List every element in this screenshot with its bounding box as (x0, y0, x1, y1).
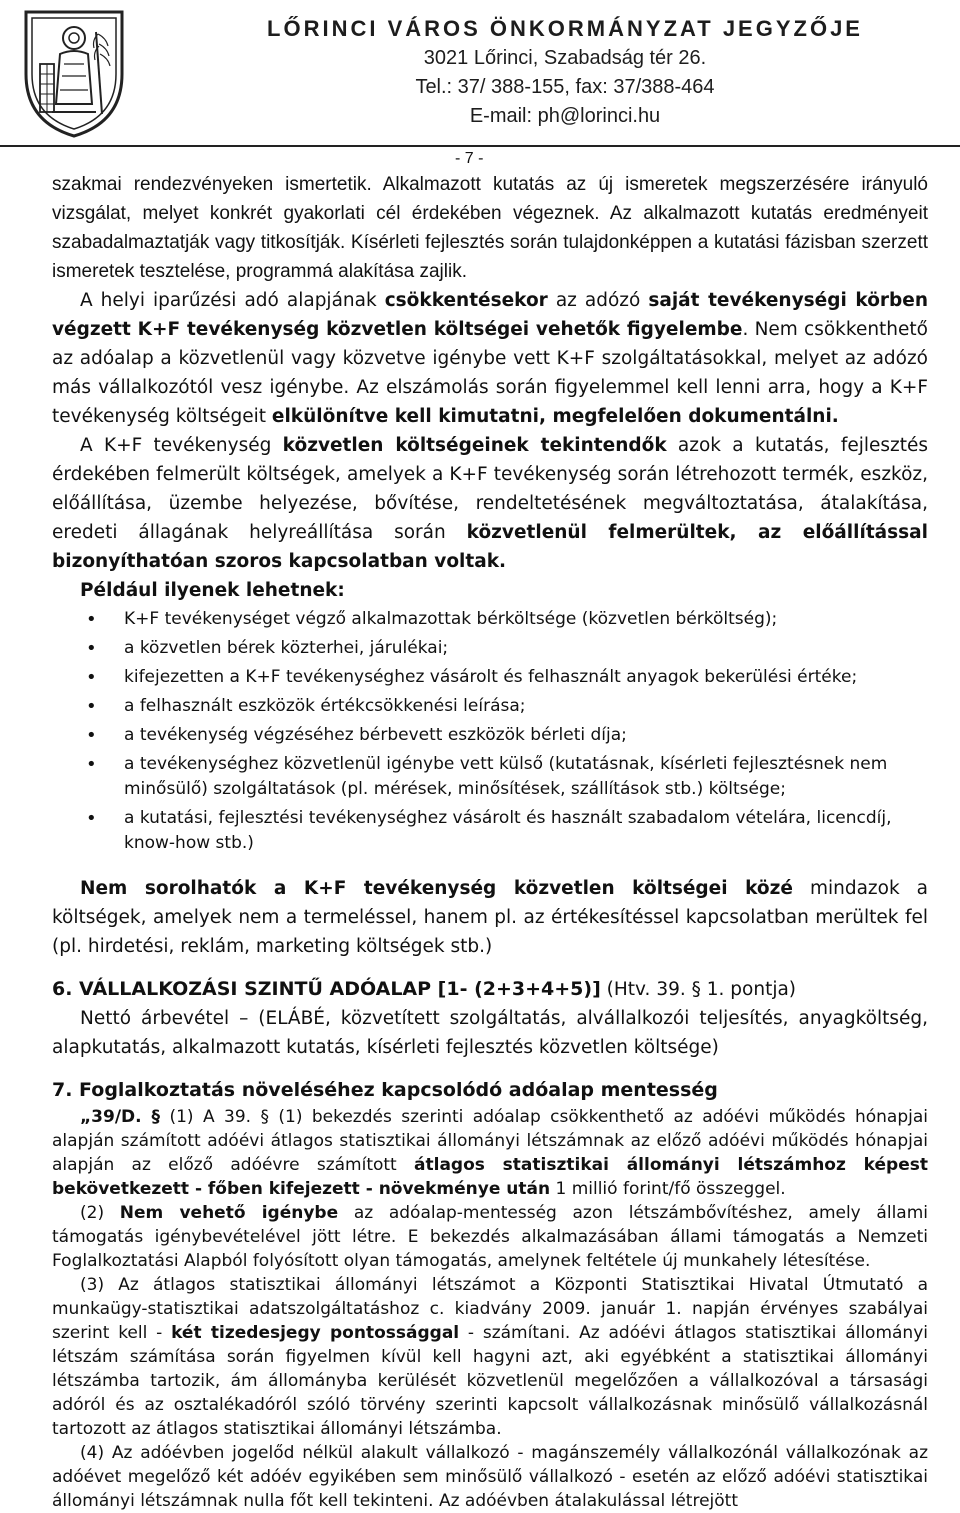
section-7-paragraph-3: (3) Az átlagos statisztikai állományi létszámot a Központi Statisztikai Hivatal Útmutató a munkaügy-statisztikai adatszolgáltatáshoz c. kiadvány 2009. január 1. napján érvényes szabályai szerint kell - két tizedesjegy pontossággal - számítani. Az adóévi átlagos statisztikai állományi létszám számítása során figyelmen kívül kell hagyni azt, aki egyébként a statisztikai állományi létszámba tartozik, ám állományba kerülését közvetlenül megelőzően a vállalkozóval a társasági adóról és az osztalékadóról szóló törvény szerinti kapcsolt vállalkozásnak minősülő vállalkozásnál tartozott az átlagos statisztikai állományi létszámba. (52, 1275, 928, 1439)
section-6-text: Nettó árbevétel – (ELÁBÉ, közvetített szolgáltatás, alvállalkozói teljesítés, anyagköltség, alapkutatás, alkalmazott kutatás, kísérleti fejlesztés közvetlen költsége) (52, 1008, 928, 1058)
header-divider (0, 145, 960, 147)
list-item: • a kutatási, fejlesztési tevékenységhez vásárolt és használt szabadalom vételára, licencdíj, know-how stb.) (52, 806, 928, 856)
letterhead (0, 0, 960, 150)
section-6-heading: 6. VÁLLALKOZÁSI SZINTŰ ADÓALAP [1- (2+3+4+5)] (Htv. 39. § 1. pontja) (52, 978, 797, 1000)
list-heading: Például ilyenek lehetnek: (80, 580, 345, 601)
paragraph-excluded-costs: Nem sorolhatók a K+F tevékenység közvetlen költségei közé mindazok a költségek, amelyek nem a termeléssel, hanem pl. az értékesítéssel kapcsolatban merültek fel (pl. hirdetési, reklám, marketing költségek stb.) (52, 878, 929, 957)
cost-list (52, 607, 928, 856)
page-number: - 7 - (455, 150, 484, 167)
list-item: • a felhasznált eszközök értékcsökkenési leírása; (52, 694, 928, 719)
town-seal-icon (14, 4, 134, 140)
org-address: 3021 Lőrinci, Szabadság tér 26. (423, 47, 707, 69)
section-7-paragraph-1: „39/D. § (1) A 39. § (1) bekezdés szerinti adóalap csökkenthető az adóévi működés hónapjai alapján számított adóévi átlagos statisztikai állományi létszámnak az előző adóévi működés hónapjai alapján az előző adóévre számított átlagos statisztikai állományi létszámhoz képest bekövetkezett - főben kifejezett - növekménye után 1 millió forint/fő összeggel. (52, 1107, 929, 1199)
list-item: • K+F tevékenységet végző alkalmazottak bérköltsége (közvetlen bérköltség); (52, 607, 928, 632)
list-item: • a közvetlen bérek közterhei, járulékai; (52, 636, 928, 661)
org-email: E-mail: ph@lorinci.hu (469, 105, 661, 127)
document-body (52, 170, 928, 1513)
org-phone: Tel.: 37/ 388-155, fax: 37/388-464 (415, 76, 715, 98)
list-item: • a tevékenység végzéséhez bérbevett eszközök bérleti díja; (52, 723, 928, 748)
section-7-heading: 7. Foglalkoztatás növeléséhez kapcsolódó adóalap mentesség (52, 1079, 718, 1101)
paragraph-tax-base-reduction: A helyi iparűzési adó alapjának csökkentésekor az adózó saját tevékenységi körben végzett K+F tevékenység közvetlen költségei vehetők figyelembe. Nem csökkenthető az adóalap a közvetlenül vagy közvetve igénybe vett K+F szolgáltatásokkal, melyet az adózó más vállalkozótól vesz igénybe. Az elszámolás során figyelemmel kell lenni arra, hogy a K+F tevékenység költségeit elkülönítve kell kimutatni, megfelelően dokumentálni. (52, 290, 928, 427)
list-item: • kifejezetten a K+F tevékenységhez vásárolt és felhasznált anyagok bekerülési értéke; (52, 665, 928, 690)
org-name: LŐRINCI VÁROS ÖNKORMÁNYZAT JEGYZŐJE (267, 16, 863, 41)
paragraph-direct-costs: A K+F tevékenység közvetlen költségeinek tekintendők azok a kutatás, fejlesztés érdekében felmerült költségek, amelyek a K+F tevékenység során létrehozott termék, eszköz, előállítása, üzembe helyezése, bővítése, rendeltetésének megváltoztatása, átalakítása, eredeti állagának helyreállítása során közvetlenül felmerültek, az előállítással bizonyíthatóan szoros kapcsolatban voltak. (52, 435, 928, 572)
paragraph-research: szakmai rendezvényeken ismertetik. Alkalmazott kutatás az új ismeretek megszerzésére irányuló vizsgálat, melyet konkrét gyakorlati cél érdekében végeznek. Az alkalmazott kutatás eredményeit szabadalmaztatják vagy titkosítják. Kísérleti fejlesztés során tulajdonképpen a kutatási fázisban szerzett ismeretek tesztelése, programmá alakítása zajlik. (52, 174, 928, 282)
section-7-paragraph-2: (2) Nem vehető igénybe az adóalap-mentesség azon létszámbővítéshez, amely állami támogatás igénybevételével jött létre. E bekezdés alkalmazásában állami támogatás a Nemzeti Foglalkoztatási Alapból folyósított olyan támogatás, amelynek feltétele új munkahely létesítése. (52, 1203, 928, 1271)
section-7-paragraph-4: (4) Az adóévben jogelőd nélkül alakult vállalkozó - magánszemély vállalkozónál vállalkozónak az adóévet megelőző két adóév egyikében sem minősülő vállalkozó - esetén az előző adóévi statisztikai állományi létszámnak nulla főt kell tekinteni. Az adóévben átalakulással létrejött (52, 1443, 928, 1511)
list-item: • a tevékenységhez közvetlenül igénybe vett külső (kutatásnak, kísérleti fejlesztésnek nem minősülő) szolgáltatások (pl. mérések, minősítések, szállítások stb.) költsége; (52, 752, 928, 802)
